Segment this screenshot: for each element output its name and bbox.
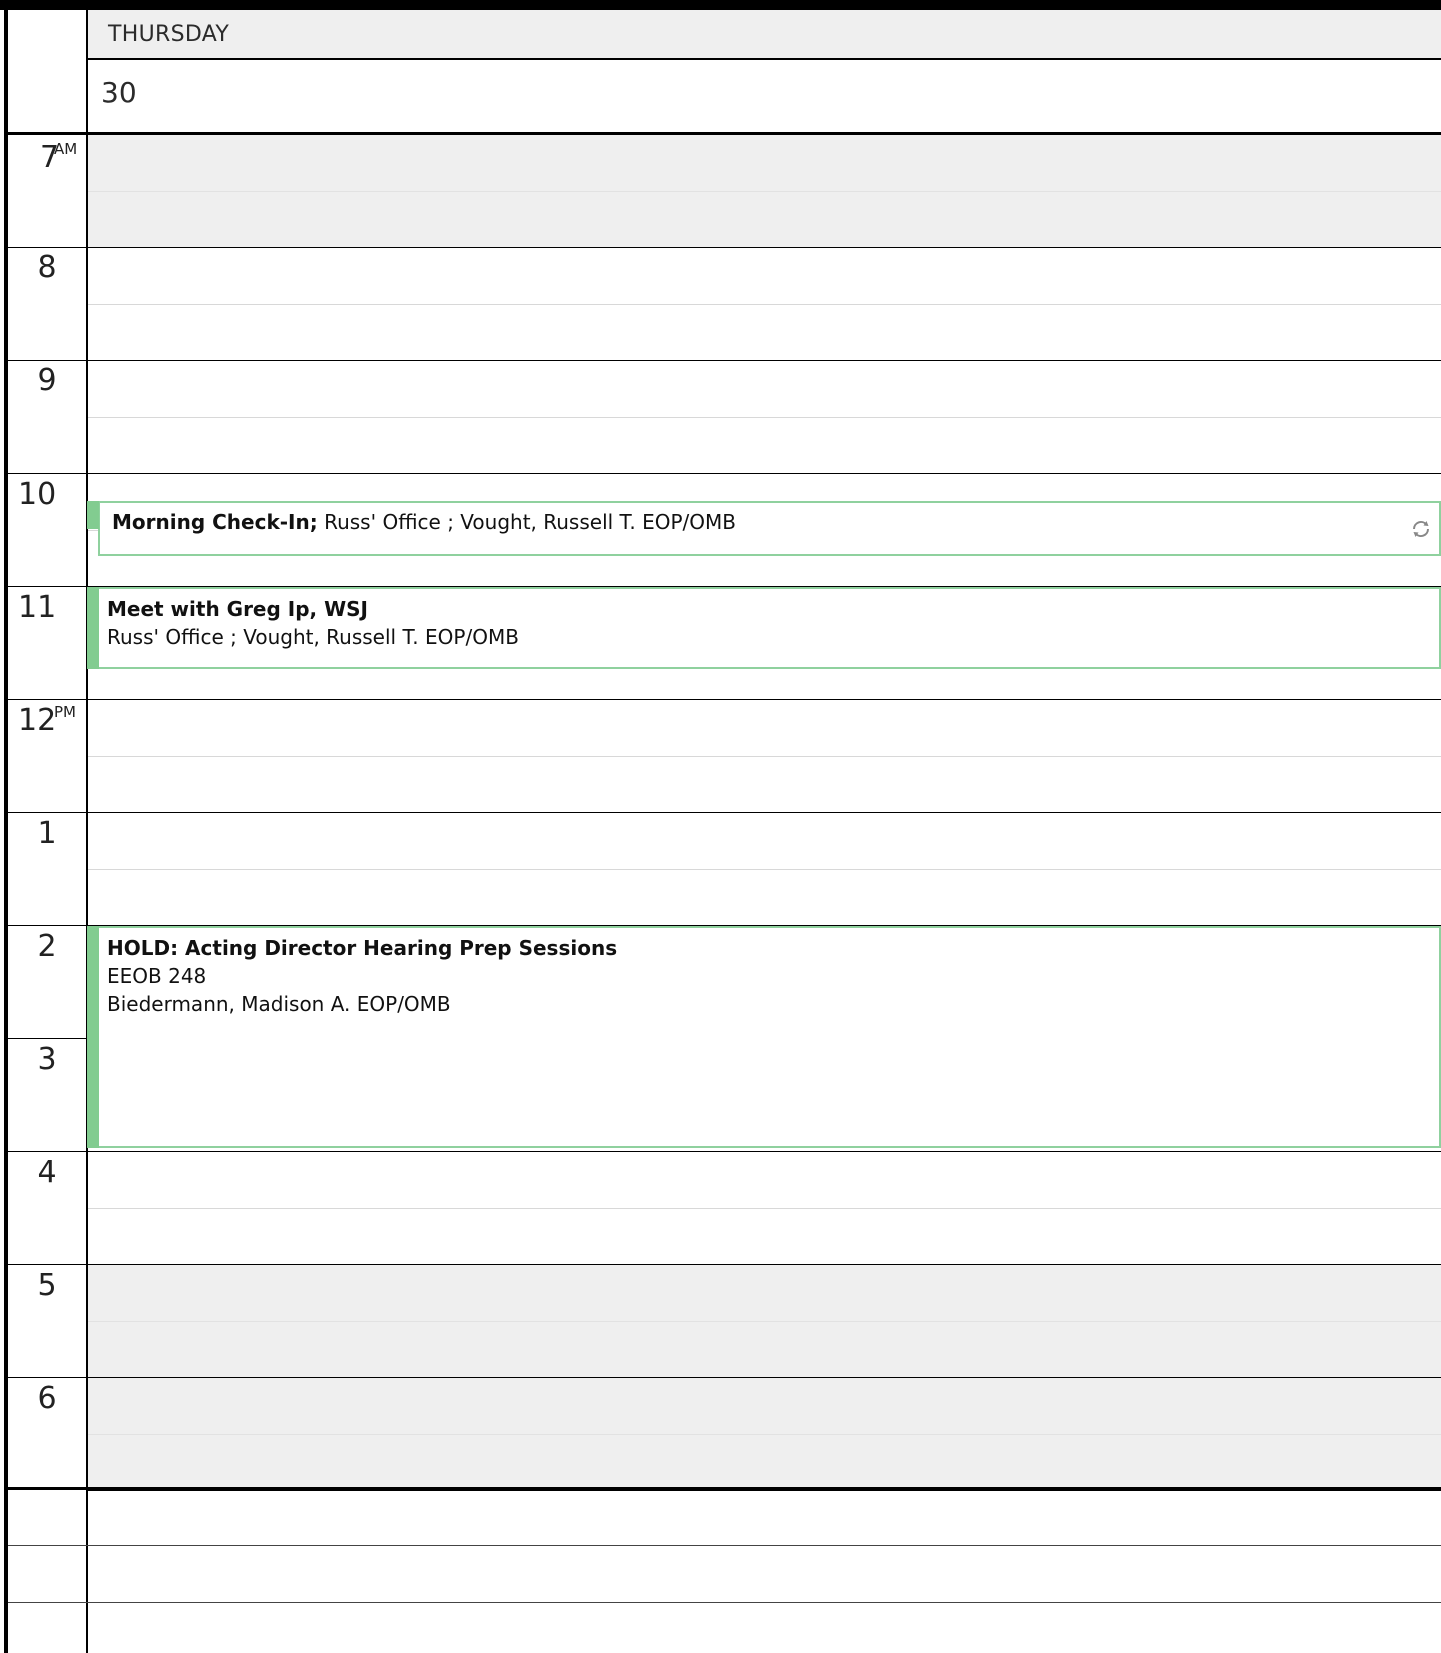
hour-label-7: [8, 140, 86, 175]
event-details: Russ' Office ; Vought, Russell T. EOP/OMB: [317, 510, 737, 534]
am-marker: AM: [54, 140, 78, 158]
date-number: 30: [101, 76, 137, 109]
hour-slot-5pm[interactable]: [88, 1265, 1441, 1378]
event-title: Meet with Greg Ip, WSJ: [107, 597, 368, 621]
hour-label-9: 9: [37, 363, 57, 398]
hour-label-4: 4: [37, 1155, 57, 1190]
hour-slot-4pm[interactable]: [88, 1152, 1441, 1265]
day-name: THURSDAY: [108, 22, 230, 47]
event-organizer: Biedermann, Madison A. EOP/OMB: [107, 992, 451, 1016]
event-hold-hearing-prep[interactable]: [87, 926, 1441, 1148]
recurring-icon: [1409, 517, 1433, 541]
event-accent-bar: [87, 587, 99, 669]
gutter-divider: [8, 1377, 88, 1378]
half-hour-line: [88, 1434, 1441, 1435]
hour-label-2: 2: [37, 929, 57, 964]
half-hour-line: [88, 191, 1441, 192]
event-location-organizer: Russ' Office ; Vought, Russell T. EOP/OMB: [107, 625, 519, 649]
event-morning-check-in[interactable]: [98, 501, 1441, 556]
gutter-divider: [8, 247, 88, 248]
half-hour-line: [88, 1321, 1441, 1322]
hour-number: 12: [18, 703, 57, 738]
gutter-divider: [8, 1151, 88, 1152]
hour-slot-1pm[interactable]: [88, 813, 1441, 926]
event-location: EEOB 248: [107, 964, 207, 988]
hour-slot-9am[interactable]: [88, 361, 1441, 474]
footer-divider: [4, 1487, 1441, 1490]
event-accent-bar: [87, 926, 99, 1148]
hour-slot-12pm[interactable]: [88, 700, 1441, 813]
half-hour-line: [88, 304, 1441, 305]
hour-label-10: 10: [18, 477, 57, 512]
time-gutter-divider: [86, 10, 88, 1653]
gutter-divider: [8, 473, 88, 474]
footer-row-line: [8, 1545, 1441, 1546]
hour-label-11: 11: [18, 590, 57, 625]
hour-label-5: 5: [37, 1268, 57, 1303]
hour-label-1: 1: [37, 816, 57, 851]
hour-slot-8am[interactable]: [88, 248, 1441, 361]
gutter-divider: [8, 586, 88, 587]
hour-slot-6pm[interactable]: [88, 1378, 1441, 1491]
hour-slot-7am[interactable]: [88, 135, 1441, 248]
event-title: Morning Check-In;: [112, 510, 318, 534]
half-hour-line: [88, 417, 1441, 418]
gutter-divider: [8, 1038, 88, 1039]
event-summary: [112, 508, 1439, 536]
hour-label-12: [8, 703, 86, 738]
top-border: [0, 0, 1441, 10]
event-title: HOLD: Acting Director Hearing Prep Sessions: [107, 936, 618, 960]
pm-marker: PM: [54, 703, 76, 721]
day-header: [88, 10, 1441, 60]
footer-row-line: [8, 1602, 1441, 1603]
event-meet-with-greg-ip[interactable]: [87, 587, 1441, 669]
half-hour-line: [88, 756, 1441, 757]
hour-label-6: 6: [37, 1381, 57, 1416]
gutter-divider: [8, 812, 88, 813]
date-row: [88, 60, 1441, 134]
hour-label-8: 8: [37, 250, 57, 285]
hour-label-3: 3: [37, 1042, 57, 1077]
hour-number: 7: [40, 140, 60, 175]
gutter-divider: [8, 699, 88, 700]
gutter-divider: [8, 1264, 88, 1265]
gutter-divider: [8, 360, 88, 361]
gutter-divider: [8, 925, 88, 926]
half-hour-line: [88, 869, 1441, 870]
half-hour-line: [88, 1208, 1441, 1209]
event-accent-bar: [87, 501, 99, 529]
